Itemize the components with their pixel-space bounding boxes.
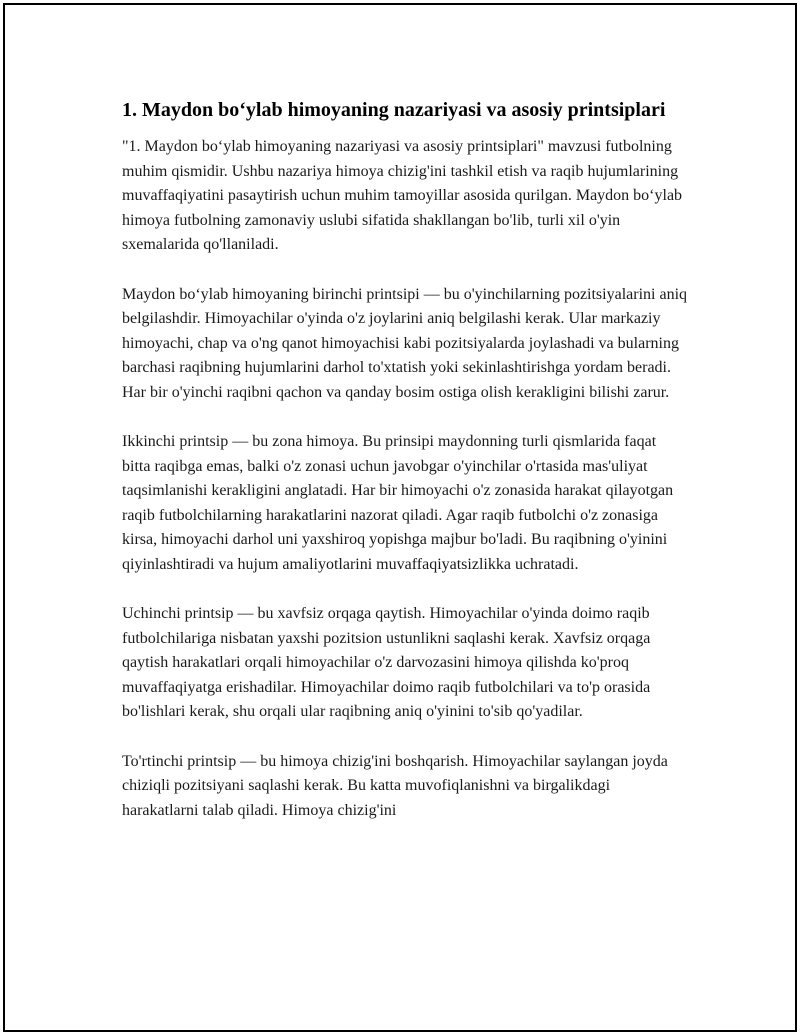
paragraph-fourth-principle: To'rtinchi printsip — bu himoya chizig'ini boshqarish. Himoyachilar saylangan joyda chiziqli pozitsiyani saqlashi kerak. Bu katta muvofiqlanishni va birgalikdagi harakatlarni talab qiladi. Himoya chizig'ini [122, 752, 668, 819]
paragraph-second-principle: Ikkinchi printsip — bu zona himoya. Bu prinsipi maydonning turli qismlarida faqat bitta raqibga emas, balki o'z zonasi uchun javobgar o'yinchilar o'rtasida mas'uliyat taqsimlanishi kerakligini anglatadi. Har bir himoyachi o'z zonasida harakat qilayotgan raqib futbolchilarning harakatlarini nazorat qiladi. Agar raqib futbolchi o'z zonasiga kirsa, himoyachi darhol uni yaxshiroq yopishga majbur bo'ladi. Bu raqibning o'yinini qiyinlashtiradi va hujum amaliyotlarini muvaffaqiyatsizlikka uchratadi. [122, 433, 674, 573]
paragraph-first-principle: Maydon bo‘ylab himoyaning birinchi printsipi — bu o'yinchilarning pozitsiyalarini aniq belgilashdir. Himoyachilar o'yinda o'z joylarini aniq belgilashi kerak. Ular markaziy himoyachi, chap va o'ng qanot himoyachisi kabi pozitsiyalarda joylashadi va bularning barchasi raqibning hujumlarini darhol to'xtatish yoki sekinlashtirishga yordam beradi. Har bir o'yinchi raqibni qachon va qanday bosim ostiga olish kerakligini bilishi zarur. [122, 285, 688, 401]
document-title: 1. Maydon bo‘ylab himoyaning nazariyasi va asosiy printsiplari [122, 99, 666, 121]
paragraph-third-principle: Uchinchi printsip — bu xavfsiz orqaga qaytish. Himoyachilar o'yinda doimo raqib futbolchilariga nisbatan yaxshi pozitsion ustunlikni saqlashi kerak. Xavfsiz orqaga qaytish harakatlari orqali himoyachilar o'z darvozasini himoya qilishda ko'proq muvaffaqiyatga erishadilar. Himoyachilar doimo raqib futbolchilari va to'p orasida bo'lishlari kerak, shu orqali ular raqibning aniq o'yinini to'sib qo'yadilar. [122, 605, 651, 720]
document-body [122, 98, 688, 848]
page-frame [3, 3, 797, 1032]
paragraph-intro: "1. Maydon bo‘ylab himoyaning nazariyasi va asosiy printsiplari" mavzusi futbolning muhim qismidir. Ushbu nazariya himoya chizig'ini tashkil etish va raqib hujumlarining muvaffaqiyatini pasaytirish uchun muhim tamoyillar asosida qurilgan. Maydon bo‘ylab himoya futbolning zamonaviy uslubi sifatida shakllangan bo'lib, turli xil o'yin sxemalarida qo'llaniladi. [122, 138, 683, 253]
